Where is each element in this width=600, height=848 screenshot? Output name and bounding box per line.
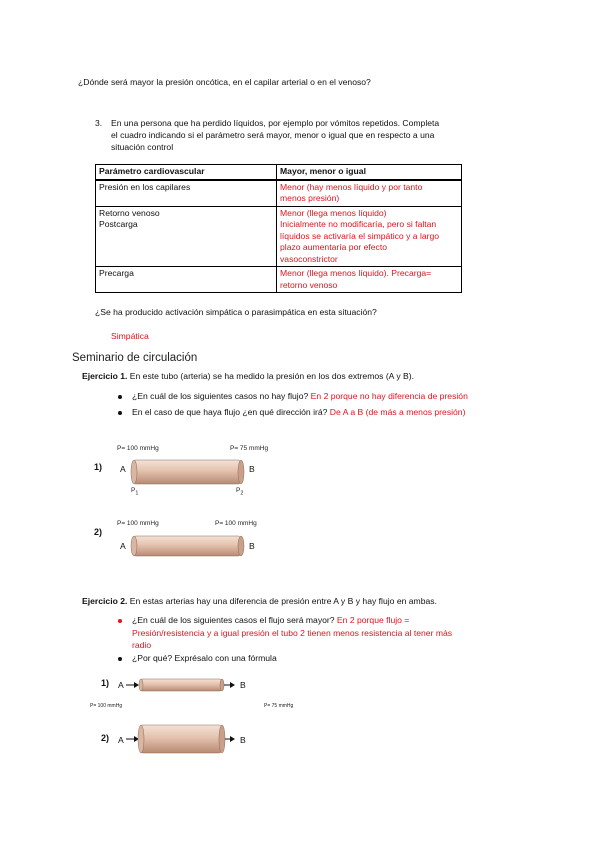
table-row [96, 267, 462, 293]
param-name: Presión en los capilares [99, 181, 191, 192]
parameters-table [95, 164, 462, 293]
tube2-artery-illustration [128, 533, 248, 559]
tube2-pressure-right: P= 100 mmHg [215, 520, 257, 527]
section-title: Seminario de circulación [72, 352, 198, 364]
ex1-question-no-flow: ¿En cuál de los siguientes casos no hay flujo? [132, 391, 309, 401]
ex2-tube2-number: 2) [101, 733, 110, 743]
ex2-answer-line: radio [132, 640, 152, 650]
tube1-pressure-left: P= 100 mmHg [117, 445, 159, 452]
tube1-artery-illustration [128, 457, 248, 487]
tube1-p1-label: $P_1$ [131, 487, 139, 497]
param-name: Precarga [99, 268, 134, 278]
oncotic-question: ¿Dónde será mayor la presión oncótica, en el capilar arterial o en el venoso? [78, 77, 371, 87]
bullet-icon [118, 395, 122, 399]
table-row [96, 206, 462, 267]
ex2-tube2-end-a: A [118, 735, 124, 745]
tube2-end-b: B [249, 541, 255, 551]
ex2-tube1-pressure-right: P= 75 mmHg [264, 703, 294, 709]
ex2-tube2-end-b: B [240, 735, 246, 745]
ex2-answer-flow: En 2 porque flujo = [334, 615, 410, 625]
item3-number: 3. [95, 118, 103, 128]
ex1-bullet1 [132, 390, 468, 402]
ex2-tube1-pressure-left: P= 100 mmHg [90, 703, 123, 709]
table-row [96, 180, 462, 207]
param-answer: plazo aumentaría por efecto [280, 242, 388, 252]
ex2-tube1-number: 1) [101, 678, 110, 688]
ex1-intro [82, 370, 414, 382]
ex2-answer-line: Presión/resistencia y a igual presión el tubo 2 tienen menos resistencia al tener más [132, 628, 453, 638]
tube2-number: 2) [94, 527, 103, 537]
ex2-question-flow: ¿En cuál de los siguientes casos el flujo será mayor? [132, 615, 335, 625]
tube1-end-b: B [249, 464, 255, 474]
ex2-bullet2: ¿Por qué? Exprésalo con una fórmula [132, 653, 277, 663]
table-header-cell: Parámetro cardiovascular [96, 165, 277, 180]
param-answer: Menor (llega menos líquido) [280, 207, 387, 218]
item3-line: el cuadro indicando si el parámetro será mayor, menor o igual que en respecto a una [111, 130, 435, 140]
ex2-label: Ejercicio 2. [82, 596, 128, 606]
param-name: Postcarga [99, 219, 138, 229]
ex1-bullet2 [132, 406, 465, 418]
tube1-end-a: A [120, 464, 126, 474]
tube1-number: 1) [94, 462, 103, 472]
ex1-answer-no-flow: En 2 porque no hay diferencia de presión [308, 391, 468, 401]
param-answer: líquidos se activaría el simpático y a largo [280, 230, 440, 241]
ex2-tube1-end-a: A [118, 680, 124, 690]
param-answer: Menor (llega menos líquido). Precarga= [280, 268, 432, 278]
ex2-intro [82, 595, 437, 607]
tube1-pressure-right: P= 75 mmHg [230, 445, 269, 452]
ex1-text: En este tubo (arteria) se ha medido la presión en los dos extremos (A y B). [127, 371, 414, 381]
bullet-icon [118, 619, 122, 623]
param-answer: retorno venoso [280, 279, 338, 290]
ex2-tube2-artery-illustration [126, 722, 238, 756]
ex2-bullet1 [132, 614, 409, 626]
ex2-text: En estas arterias hay una diferencia de presión entre A y B y hay flujo en ambas. [127, 596, 437, 606]
param-answer: vasoconstrictor [280, 253, 338, 264]
activation-question: ¿Se ha producido activación simpática o parasimpática en esta situación? [95, 307, 377, 317]
activation-answer: Simpática [111, 331, 149, 341]
ex2-tube1-end-b: B [240, 680, 246, 690]
table-header-cell: Mayor, menor o igual [277, 165, 462, 180]
tube2-end-a: A [120, 541, 126, 551]
param-answer: Inicialmente no modificaría, pero si faltan [280, 219, 437, 229]
ex1-answer-direction: De A a B (de más a menos presión) [327, 407, 466, 417]
tube2-pressure-left: P= 100 mmHg [117, 520, 159, 527]
table-header-row [96, 165, 462, 180]
item3-line: situación control [111, 142, 174, 152]
bullet-icon [118, 657, 122, 661]
item3-line: En una persona que ha perdido líquidos, por ejemplo por vómitos repetidos. Completa [111, 118, 440, 128]
ex2-tube1-artery-illustration [126, 676, 238, 694]
bullet-icon [118, 411, 122, 415]
param-answer: Menor (hay menos líquido y por tanto [280, 181, 423, 192]
param-name: Retorno venoso [99, 207, 160, 218]
tube1-p2-label: $P_2$ [236, 487, 244, 497]
ex1-question-direction: En el caso de que haya flujo ¿en qué dirección irá? [132, 407, 328, 417]
ex1-label: Ejercicio 1. [82, 371, 128, 381]
param-answer: menos presión) [280, 193, 340, 203]
